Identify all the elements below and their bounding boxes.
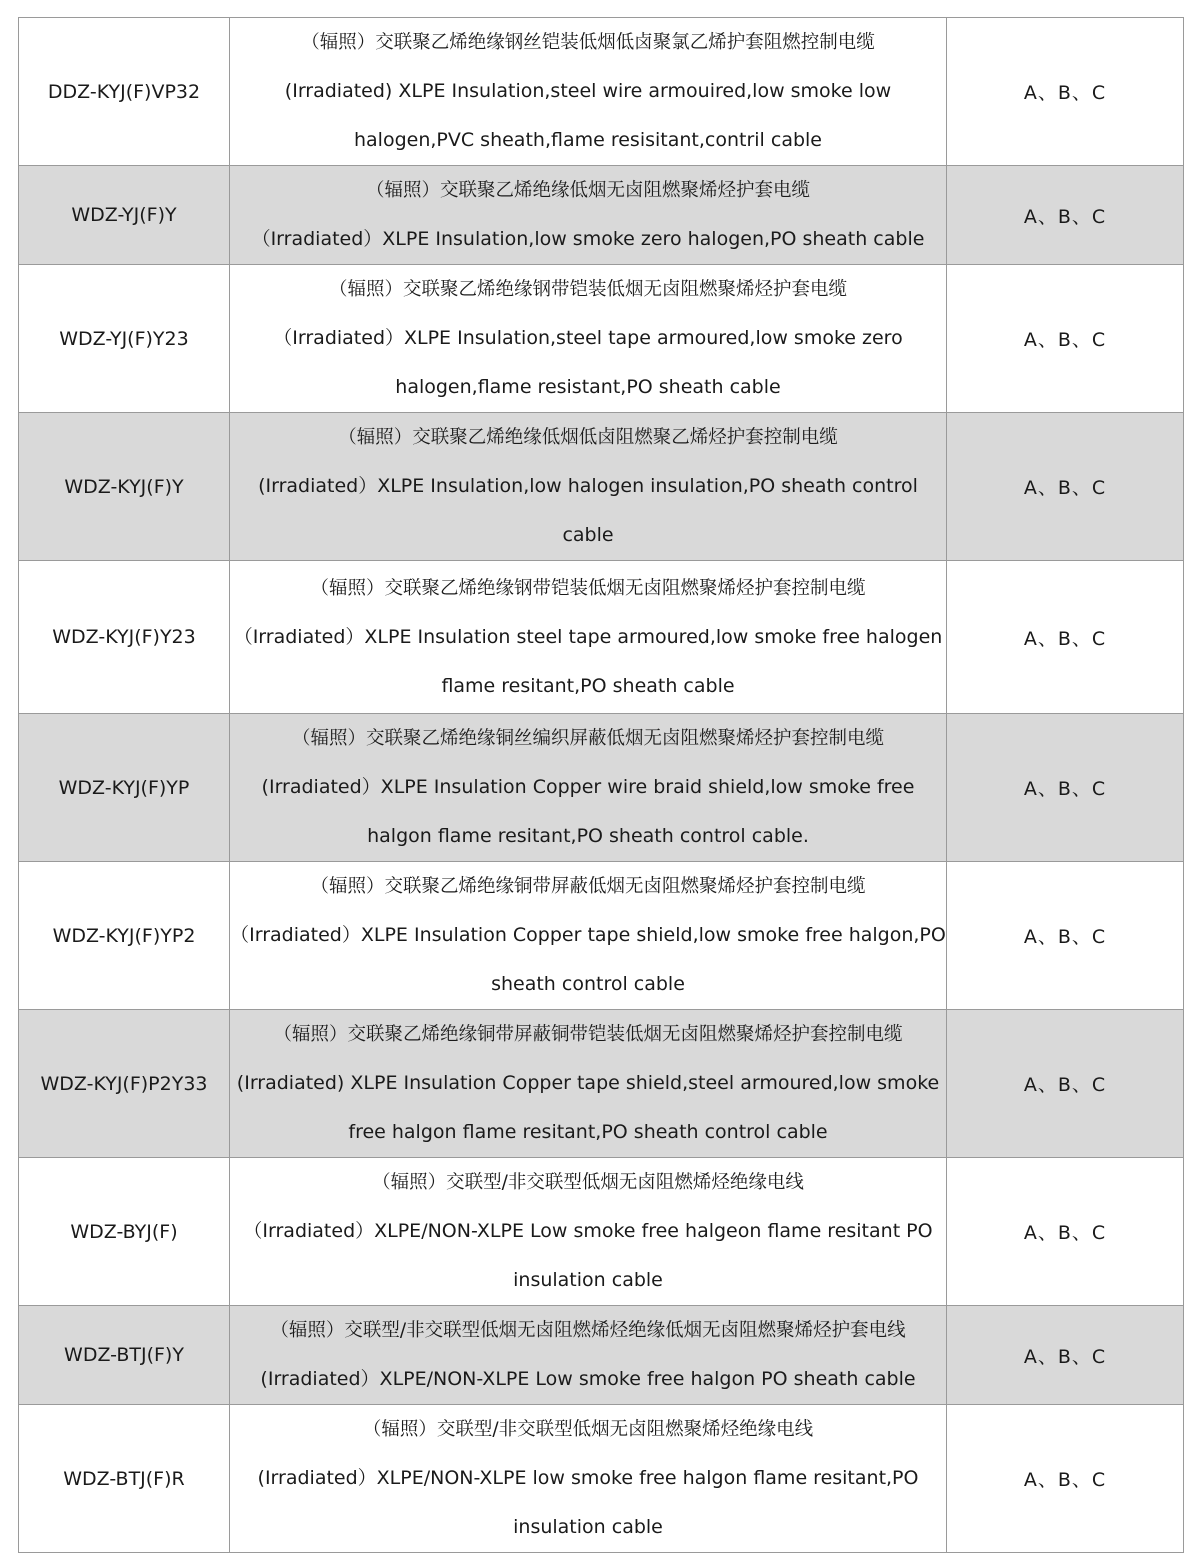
table-row bbox=[19, 561, 1184, 714]
description-en: (Irradiated) XLPE Insulation,steel wire armouired,low smoke low halogen,PVC sheath,flame resisitant,contril cable bbox=[284, 80, 892, 151]
description-cn: （辐照）交联型/非交联型低烟无卤阻燃聚烯烃绝缘电线 bbox=[362, 1419, 814, 1440]
description-en: （Irradiated）XLPE/NON-XLPE Low smoke free halgeon flame resitant PO insulation cable bbox=[243, 1220, 933, 1291]
description-cell bbox=[230, 1306, 947, 1405]
model-cell: WDZ-BYJ(F) bbox=[19, 1158, 230, 1306]
class-cell: A、B、C bbox=[947, 413, 1184, 561]
description-cn: （辐照）交联型/非交联型低烟无卤阻燃烯烃绝缘低烟无卤阻燃聚烯烃护套电线 bbox=[270, 1320, 906, 1341]
model-cell: WDZ-KYJ(F)Y bbox=[19, 413, 230, 561]
description-cn: （辐照）交联聚乙烯绝缘铜丝编织屏蔽低烟无卤阻燃聚烯烃护套控制电缆 bbox=[291, 728, 884, 749]
description-en: (Irradiated）XLPE Insulation Copper wire braid shield,low smoke free halgon flame resitant,PO sheath control cable. bbox=[261, 776, 915, 847]
table-row bbox=[19, 18, 1184, 166]
table-row bbox=[19, 1010, 1184, 1158]
class-cell: A、B、C bbox=[947, 18, 1184, 166]
cable-spec-table bbox=[18, 17, 1184, 1553]
class-cell: A、B、C bbox=[947, 166, 1184, 265]
description-cn: （辐照）交联聚乙烯绝缘铜带屏蔽铜带铠装低烟无卤阻燃聚烯烃护套控制电缆 bbox=[273, 1024, 903, 1045]
description-cell bbox=[230, 1158, 947, 1306]
description-cell bbox=[230, 561, 947, 714]
model-cell: DDZ-KYJ(F)VP32 bbox=[19, 18, 230, 166]
description-en: (Irradiated) XLPE Insulation Copper tape shield,steel armoured,low smoke free halgon flame resitant,PO sheath control cable bbox=[236, 1072, 940, 1143]
class-cell: A、B、C bbox=[947, 1405, 1184, 1553]
description-cell bbox=[230, 1405, 947, 1553]
description-en: （Irradiated）XLPE Insulation,steel tape armoured,low smoke zero halogen,flame resistant,PO sheath cable bbox=[273, 327, 903, 398]
model-cell: WDZ-YJ(F)Y bbox=[19, 166, 230, 265]
class-cell: A、B、C bbox=[947, 862, 1184, 1010]
description-en: (Irradiated）XLPE/NON-XLPE low smoke free halgon flame resitant,PO insulation cable bbox=[257, 1467, 919, 1538]
description-cell bbox=[230, 265, 947, 413]
description-cn: （辐照）交联聚乙烯绝缘低烟低卤阻燃聚乙烯烃护套控制电缆 bbox=[338, 427, 838, 448]
class-cell: A、B、C bbox=[947, 714, 1184, 862]
description-en: （Irradiated）XLPE Insulation steel tape armoured,low smoke free halogen flame resitant,PO sheath cable bbox=[233, 625, 943, 697]
table-row bbox=[19, 1306, 1184, 1405]
table-row bbox=[19, 1158, 1184, 1306]
description-cell bbox=[230, 18, 947, 166]
class-cell: A、B、C bbox=[947, 1158, 1184, 1306]
description-cell bbox=[230, 413, 947, 561]
model-cell: WDZ-YJ(F)Y23 bbox=[19, 265, 230, 413]
model-cell: WDZ-KYJ(F)Y23 bbox=[19, 561, 230, 714]
model-cell: WDZ-KYJ(F)P2Y33 bbox=[19, 1010, 230, 1158]
table-row bbox=[19, 1405, 1184, 1553]
description-en: （Irradiated）XLPE Insulation Copper tape shield,low smoke free halgon,PO sheath control cable bbox=[230, 924, 946, 995]
description-cn: （辐照）交联聚乙烯绝缘钢带铠装低烟无卤阻燃聚烯烃护套控制电缆 bbox=[310, 577, 866, 599]
class-cell: A、B、C bbox=[947, 265, 1184, 413]
description-cn: （辐照）交联聚乙烯绝缘钢丝铠装低烟低卤聚氯乙烯护套阻燃控制电缆 bbox=[301, 32, 875, 53]
description-cn: （辐照）交联聚乙烯绝缘低烟无卤阻燃聚烯烃护套电缆 bbox=[365, 180, 810, 201]
table-row bbox=[19, 265, 1184, 413]
description-cell bbox=[230, 1010, 947, 1158]
class-cell: A、B、C bbox=[947, 1306, 1184, 1405]
class-cell: A、B、C bbox=[947, 1010, 1184, 1158]
description-cn: （辐照）交联型/非交联型低烟无卤阻燃烯烃绝缘电线 bbox=[372, 1172, 804, 1193]
model-cell: WDZ-KYJ(F)YP2 bbox=[19, 862, 230, 1010]
table-row bbox=[19, 714, 1184, 862]
table-row bbox=[19, 166, 1184, 265]
table-row bbox=[19, 413, 1184, 561]
description-cell bbox=[230, 862, 947, 1010]
description-en: （Irradiated）XLPE Insulation,low smoke zero halogen,PO sheath cable bbox=[251, 228, 925, 250]
table-row bbox=[19, 862, 1184, 1010]
description-cell bbox=[230, 714, 947, 862]
model-cell: WDZ-BTJ(F)Y bbox=[19, 1306, 230, 1405]
description-en: (Irradiated）XLPE/NON-XLPE Low smoke free halgon PO sheath cable bbox=[260, 1368, 916, 1390]
model-cell: WDZ-BTJ(F)R bbox=[19, 1405, 230, 1553]
description-cn: （辐照）交联聚乙烯绝缘铜带屏蔽低烟无卤阻燃聚烯烃护套控制电缆 bbox=[310, 876, 866, 897]
class-cell: A、B、C bbox=[947, 561, 1184, 714]
description-cell bbox=[230, 166, 947, 265]
description-cn: （辐照）交联聚乙烯绝缘钢带铠装低烟无卤阻燃聚烯烃护套电缆 bbox=[328, 279, 847, 300]
description-en: (Irradiated）XLPE Insulation,low halogen insulation,PO sheath control cable bbox=[258, 475, 918, 546]
model-cell: WDZ-KYJ(F)YP bbox=[19, 714, 230, 862]
